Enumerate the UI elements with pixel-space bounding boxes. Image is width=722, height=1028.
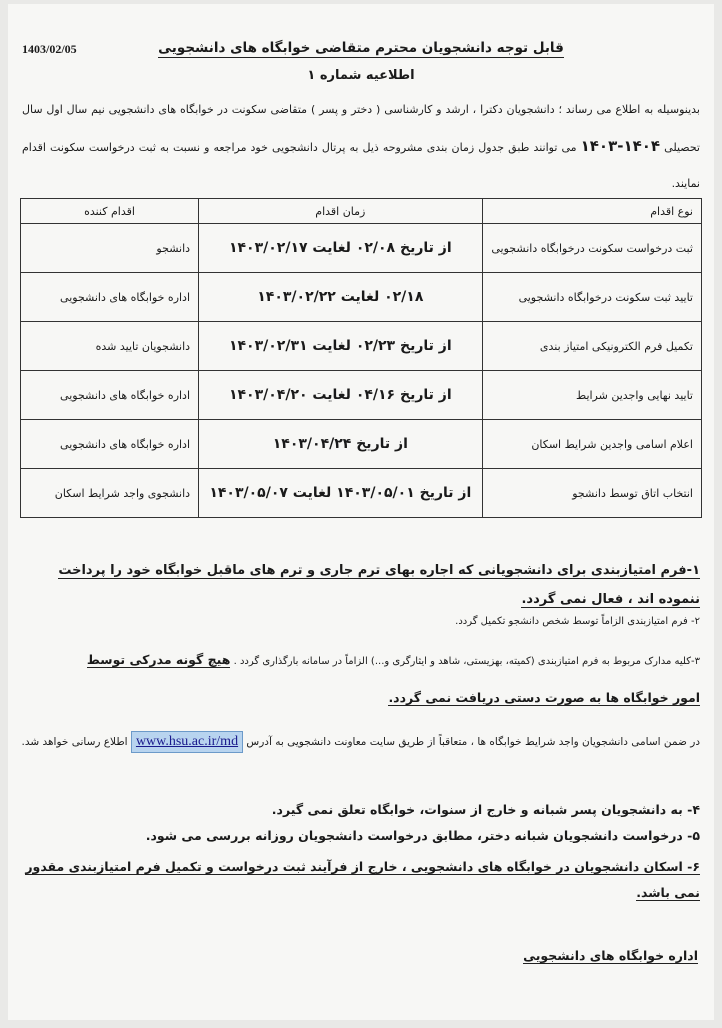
col-header-actor: اقدام کننده: [21, 199, 199, 224]
note-3-line-2-text: امور خوابگاه ها به صورت دستی دریافت نمی گردد.: [388, 690, 700, 705]
note-5: ۵- درخواست دانشجویان شبانه دختر، مطابق درخواست دانشجویان روزانه بررسی می شود.: [145, 828, 700, 843]
note-3-text: ۳-کلیه مدارک مربوط به فرم امتیازبندی (کمیته، بهزیستی، شاهد و ایثارگری و...) الزاماً در سامانه بارگذاری گردد .: [233, 656, 700, 667]
cell-type: تایید ثبت سکونت درخوابگاه دانشجویی: [482, 273, 701, 322]
intro-text-before: بدینوسیله به اطلاع می رساند ؛ دانشجویان دکترا ، ارشد و کارشناسی ( دختر و پسر ) متقاضی سکونت در خوابگاه های دانشجویی نیم سال اول سال تحصیلی: [22, 103, 700, 154]
notice-page: [8, 4, 714, 1020]
note-3: [20, 652, 700, 667]
cell-actor: دانشجوی واجد شرایط اسکان: [21, 469, 199, 518]
cell-actor: اداره خوابگاه های دانشجویی: [21, 420, 199, 469]
note-6-text: ۶- اسکان دانشجویان در خوابگاه های دانشجویی ، خارج از فرآیند ثبت درخواست و تکمیل فرم امتیازبندی مقدور نمی باشد.: [25, 859, 700, 900]
table-row: [21, 469, 702, 518]
note-link-before: در ضمن اسامی دانشجویان واجد شرایط خوابگاه ها ، متعاقباً از طریق سایت معاونت دانشجویی به آدرس: [246, 736, 700, 748]
cell-time: از تاریخ ۰۴/۱۶ لغایت ۱۴۰۳/۰۴/۲۰: [199, 371, 483, 420]
table-row: [21, 273, 702, 322]
note-3-line-2: [20, 690, 700, 705]
cell-actor: دانشجو: [21, 224, 199, 273]
cell-actor: اداره خوابگاه های دانشجویی: [21, 371, 199, 420]
cell-time: از تاریخ ۰۲/۰۸ لغایت ۱۴۰۳/۰۲/۱۷: [199, 224, 483, 273]
col-header-type: نوع اقدام: [482, 199, 701, 224]
cell-type: تایید نهایی واجدین شرایط: [482, 371, 701, 420]
note-6: [20, 854, 700, 906]
note-link-paragraph: [20, 724, 700, 760]
cell-time: از تاریخ ۰۲/۲۳ لغایت ۱۴۰۳/۰۲/۳۱: [199, 322, 483, 371]
cell-actor: اداره خوابگاه های دانشجویی: [21, 273, 199, 322]
note-4: ۴- به دانشجویان پسر شبانه و خارج از سنوات، خوابگاه تعلق نمی گیرد.: [271, 802, 700, 817]
table-row: [21, 371, 702, 420]
page-title: [8, 40, 714, 56]
note-1: [20, 556, 700, 614]
cell-time: از تاریخ ۱۴۰۳/۰۴/۲۴: [199, 420, 483, 469]
intro-text-after: می توانند طبق جدول زمان بندی مشروحه ذیل به پرتال دانشجویی خود مراجعه و نسبت به ثبت درخواست سکونت اقدام نمایند.: [22, 141, 700, 190]
table-header-row: [21, 199, 702, 224]
cell-time: از تاریخ ۱۴۰۳/۰۵/۰۱ لغایت ۱۴۰۳/۰۵/۰۷: [199, 469, 483, 518]
table-row: [21, 224, 702, 273]
table-row: [21, 420, 702, 469]
cell-type: ثبت درخواست سکونت درخوابگاه دانشجویی: [482, 224, 701, 273]
cell-type: انتخاب اتاق توسط دانشجو: [482, 469, 701, 518]
note-link-after: اطلاع رسانی خواهد شد.: [21, 736, 128, 748]
note-1-text: ۱-فرم امتیازبندی برای دانشجویانی که اجاره بهای ترم جاری و ترم های ماقبل خوابگاه خود را پرداخت ننموده اند ، فعال نمی گردد.: [58, 563, 700, 607]
page-title-text: قابل توجه دانشجویان محترم متقاضی خوابگاه های دانشجویی: [158, 40, 564, 56]
signature: [523, 948, 698, 963]
cell-time: ۰۲/۱۸ لغایت ۱۴۰۳/۰۲/۲۲: [199, 273, 483, 322]
note-2: ۲- فرم امتیازبندی الزاماً توسط شخص دانشجو تکمیل گردد.: [455, 616, 700, 627]
notice-number: اطلاعیه شماره ۱: [307, 68, 415, 83]
schedule-table: [20, 198, 702, 518]
cell-type: اعلام اسامی واجدین شرایط اسکان: [482, 420, 701, 469]
intro-paragraph: [22, 92, 700, 202]
table-row: [21, 322, 702, 371]
academic-year: ۱۴۰۴-۱۴۰۳: [580, 137, 661, 155]
col-header-time: زمان اقدام: [199, 199, 483, 224]
signature-text: اداره خوابگاه های دانشجویی: [523, 948, 698, 963]
cell-type: تکمیل فرم الکترونیکی امتیاز بندی: [482, 322, 701, 371]
note-3-bold: هیچ گونه مدرکی توسط: [86, 652, 231, 667]
dormitory-site-link[interactable]: www.hsu.ac.ir/md: [131, 731, 243, 753]
notice-date: 1403/02/05: [22, 42, 77, 56]
cell-actor: دانشجویان تایید شده: [21, 322, 199, 371]
